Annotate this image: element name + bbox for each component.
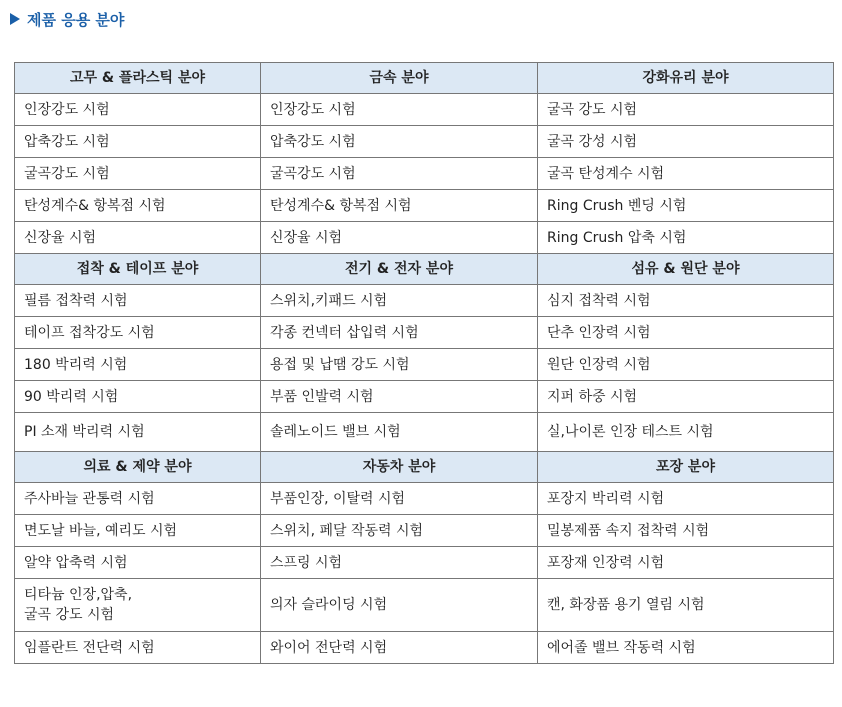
table-cell: Ring Crush 벤딩 시험: [538, 190, 834, 222]
table-cell: 굴곡 강성 시험: [538, 126, 834, 158]
table-row: [15, 158, 834, 190]
table-cell: 굴곡강도 시험: [261, 158, 538, 190]
table-cell: 압축강도 시험: [15, 126, 261, 158]
table-cell: 필름 접착력 시험: [15, 285, 261, 317]
column-header: 의료 & 제약 분야: [15, 452, 261, 483]
table-cell: 원단 인장력 시험: [538, 349, 834, 381]
table-cell: 테이프 접착강도 시험: [15, 317, 261, 349]
table-header-row: [15, 452, 834, 483]
table-cell: 임플란트 전단력 시험: [15, 632, 261, 664]
table-cell: 스프링 시험: [261, 547, 538, 579]
table-cell: 탄성계수& 항복점 시험: [261, 190, 538, 222]
table-cell: 180 박리력 시험: [15, 349, 261, 381]
cell-line: 티타늄 인장,압축,: [24, 587, 133, 603]
table-row: [15, 381, 834, 413]
table-cell: 면도날 바늘, 예리도 시험: [15, 515, 261, 547]
table-row: [15, 94, 834, 126]
column-header: 포장 분야: [538, 452, 834, 483]
table-row: [15, 126, 834, 158]
section-heading-text: 제품 응용 분야: [27, 10, 125, 29]
table-cell: 의자 슬라이딩 시험: [261, 579, 538, 632]
table-cell: 에어졸 밸브 작동력 시험: [538, 632, 834, 664]
table-row: [15, 222, 834, 254]
column-header: 전기 & 전자 분야: [261, 254, 538, 285]
table-cell: 각종 컨넥터 삽입력 시험: [261, 317, 538, 349]
table-cell: 신장율 시험: [261, 222, 538, 254]
table-row: [15, 515, 834, 547]
column-header: 고무 & 플라스틱 분야: [15, 63, 261, 94]
table-cell: 알약 압축력 시험: [15, 547, 261, 579]
table-cell: 인장강도 시험: [15, 94, 261, 126]
column-header: 금속 분야: [261, 63, 538, 94]
table-row: [15, 579, 834, 632]
table-cell: 심지 접착력 시험: [538, 285, 834, 317]
table-row: [15, 190, 834, 222]
table-cell: 포장재 인장력 시험: [538, 547, 834, 579]
table-cell: 굴곡 탄성계수 시험: [538, 158, 834, 190]
table-cell-multiline: [15, 579, 261, 632]
application-table: [14, 62, 834, 664]
table-row: [15, 349, 834, 381]
column-header: 접착 & 테이프 분야: [15, 254, 261, 285]
column-header: 섬유 & 원단 분야: [538, 254, 834, 285]
table-header-row: [15, 254, 834, 285]
table-cell: 부품 인발력 시험: [261, 381, 538, 413]
table-row: [15, 483, 834, 515]
cell-line: 굴곡 강도 시험: [24, 607, 115, 623]
table-cell: 신장율 시험: [15, 222, 261, 254]
table-cell: 지퍼 하중 시험: [538, 381, 834, 413]
section-heading: [10, 8, 124, 30]
table-row: [15, 547, 834, 579]
table-cell: 굴곡강도 시험: [15, 158, 261, 190]
table-cell: Ring Crush 압축 시험: [538, 222, 834, 254]
table-cell: 캔, 화장품 용기 열림 시험: [538, 579, 834, 632]
table-cell: 포장지 박리력 시험: [538, 483, 834, 515]
table-cell: 주사바늘 관통력 시험: [15, 483, 261, 515]
table-cell: 단추 인장력 시험: [538, 317, 834, 349]
table-header-row: [15, 63, 834, 94]
table-cell: 스위치, 페달 작동력 시험: [261, 515, 538, 547]
table-cell: 부품인장, 이탈력 시험: [261, 483, 538, 515]
table-cell: 실,나이론 인장 테스트 시험: [538, 413, 834, 452]
table-cell: 90 박리력 시험: [15, 381, 261, 413]
table-cell: 인장강도 시험: [261, 94, 538, 126]
table-row: [15, 285, 834, 317]
table-cell: 용접 및 납땜 강도 시험: [261, 349, 538, 381]
table-row: [15, 317, 834, 349]
table-cell: 밀봉제품 속지 접착력 시험: [538, 515, 834, 547]
table-cell: 탄성계수& 항복점 시험: [15, 190, 261, 222]
column-header: 강화유리 분야: [538, 63, 834, 94]
column-header: 자동차 분야: [261, 452, 538, 483]
table-row: [15, 413, 834, 452]
triangle-bullet-icon: [10, 13, 20, 25]
table-cell: PI 소재 박리력 시험: [15, 413, 261, 452]
table-cell: 솔레노이드 밸브 시험: [261, 413, 538, 452]
table-cell: 굴곡 강도 시험: [538, 94, 834, 126]
table-cell: 압축강도 시험: [261, 126, 538, 158]
table-cell: 와이어 전단력 시험: [261, 632, 538, 664]
table-cell: 스위치,키패드 시험: [261, 285, 538, 317]
table-row: [15, 632, 834, 664]
